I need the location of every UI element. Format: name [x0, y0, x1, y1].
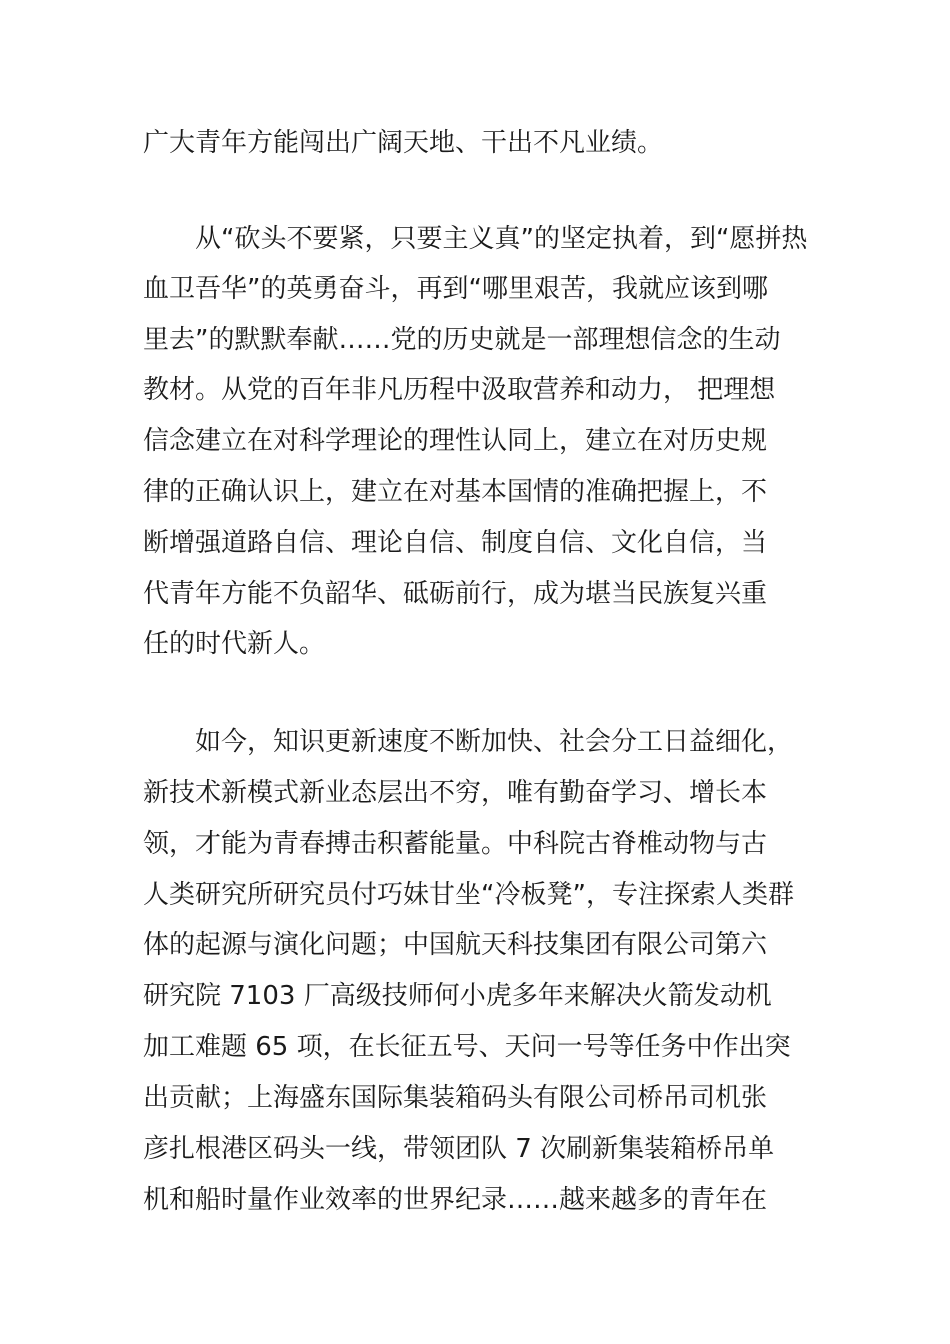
text-line: 出贡献；上海盛东国际集装箱码头有限公司桥吊司机张 — [143, 1083, 768, 1113]
text-line: 体的起源与演化问题；中国航天科技集团有限公司第六 — [143, 930, 768, 960]
text-line: 领，才能为青春搏击积蓄能量。中科院古脊椎动物与古 — [143, 829, 768, 859]
text-line: 血卫吾华”的英勇奋斗，再到“哪里艰苦，我就应该到哪 — [143, 274, 768, 304]
text-line: 信念建立在对科学理论的理性认同上，建立在对历史规 — [143, 426, 768, 456]
text-line: 彦扎根港区码头一线，带领团队 7 次刷新集装箱桥吊单 — [143, 1134, 775, 1164]
text-line: 任的时代新人。 — [143, 629, 326, 659]
paragraph-first-line: 从“砍头不要紧，只要主义真”的坚定执着，到“愿拼热 — [195, 224, 808, 254]
text-line: 研究院 7103 厂高级技师何小虎多年来解决火箭发动机 — [143, 981, 772, 1011]
text-line: 断增强道路自信、理论自信、制度自信、文化自信，当 — [143, 528, 768, 558]
paragraph-first-line: 如今，知识更新速度不断加快、社会分工日益细化， — [195, 727, 794, 757]
text-line: 广大青年方能闯出广阔天地、干出不凡业绩。 — [143, 128, 664, 158]
text-line: 新技术新模式新业态层出不穷，唯有勤奋学习、增长本 — [143, 778, 768, 808]
text-line: 里去”的默默奉献……党的历史就是一部理想信念的生动 — [143, 325, 781, 355]
text-line: 教材。从党的百年非凡历程中汲取营养和动力， 把理想 — [143, 375, 776, 405]
text-line: 加工难题 65 项，在长征五号、天问一号等任务中作出突 — [143, 1032, 791, 1062]
text-line: 人类研究所研究员付巧妹甘坐“冷板凳”，专注探索人类群 — [143, 880, 794, 910]
text-line: 律的正确认识上，建立在对基本国情的准确把握上，不 — [143, 477, 768, 507]
text-line: 代青年方能不负韶华、砥砺前行，成为堪当民族复兴重 — [143, 579, 768, 609]
text-line: 机和船时量作业效率的世界纪录……越来越多的青年在 — [143, 1185, 768, 1215]
